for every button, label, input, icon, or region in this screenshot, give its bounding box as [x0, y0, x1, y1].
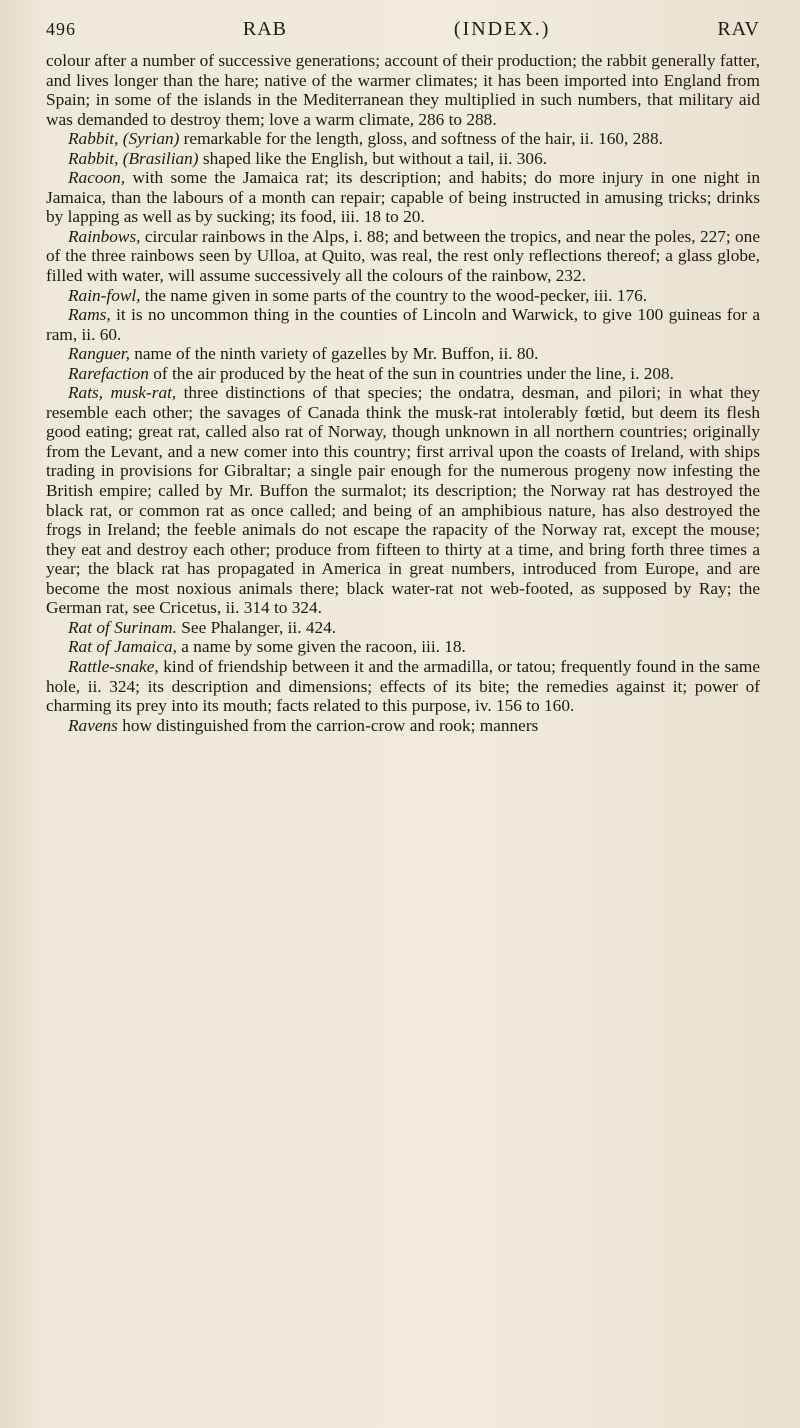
entry-text: remarkable for the length, gloss, and softness of the hair, ii. 160, 288.: [179, 129, 663, 149]
entry-text: it is no uncommon thing in the counties of Lincoln and Warwick, to give 100 guineas for a ram, ii. 60.: [46, 305, 760, 344]
entry-headword: Rabbit, (Syrian): [68, 129, 180, 149]
entry-headword: Rabbit, (Brasilian): [68, 148, 199, 168]
entry-text: colour after a number of successive generations; account of their production; the rabbit generally fatter, and lives longer than the hare; native of the warmer climates; it has been imported into England from Spain; in some of the islands in the Mediterranean they multiplied in such numbers, that military aid was demanded to destroy them; love a warm climate, 286 to 288.: [46, 51, 760, 129]
entry-text: circular rainbows in the Alps, i. 88; and between the tropics, and near the poles, 227; one of the three rainbows seen by Ulloa, at Quito, was real, the rest only reflections thereof; a glass globe, filled with water, will assume successively all the colours of the rainbow, 232.: [46, 226, 760, 286]
entry-text: of the air produced by the heat of the sun in countries under the line, i. 208.: [148, 363, 674, 383]
index-entry: [46, 344, 760, 364]
page-number: 496: [46, 19, 76, 39]
entry-text: name of the ninth variety of gazelles by Mr. Buffon, ii. 80.: [129, 344, 539, 364]
index-entry: [46, 149, 760, 169]
header-title: (INDEX.): [453, 18, 551, 40]
entry-headword: Rarefaction: [68, 363, 149, 383]
entry-headword: Rain-fowl,: [68, 285, 141, 305]
entry-headword: Rams,: [68, 305, 111, 325]
header-right-word: RAV: [717, 18, 760, 40]
index-entry: [46, 286, 760, 306]
index-text: [46, 51, 760, 735]
entry-text: kind of friendship between it and the armadilla, or tatou; frequently found in the same hole, ii. 324; its description and dimensions; effects of its bite; the remedies against it; power of charming its prey into its mouth; facts related to this purpose, iv. 156 to 160.: [46, 656, 760, 716]
running-header: [46, 18, 760, 41]
index-entry: [46, 716, 760, 736]
entry-text: See Phalanger, ii. 424.: [176, 617, 337, 637]
entry-text: how distinguished from the carrion-crow and rook; manners: [117, 715, 539, 735]
entry-headword: Ravens: [68, 715, 118, 735]
index-entry: [46, 168, 760, 227]
index-entry: [46, 383, 760, 618]
index-entry: [46, 227, 760, 286]
entry-text: shaped like the English, but without a tail, ii. 306.: [198, 148, 548, 168]
entry-headword: Rats, musk-rat,: [68, 383, 177, 403]
entry-headword: Rat of Jamaica,: [68, 637, 177, 657]
index-entry: [46, 657, 760, 716]
entry-text: a name by some given the racoon, iii. 18.: [176, 637, 466, 657]
entry-headword: Ranguer,: [68, 344, 130, 364]
index-entry: [46, 618, 760, 638]
entry-text: the name given in some parts of the country to the wood-pecker, iii. 176.: [140, 285, 648, 305]
index-entry: [46, 364, 760, 384]
entry-text: three distinctions of that species; the ondatra, desman, and pilori; in what they resemble each other; the savages of Canada think the musk-rat intolerably fœtid, but deem its flesh good eating; great rat, called also rat of Norway, though unknown in all northern countries; originally from the Levant, and a new comer into this country; first arrival upon the coasts of Ireland, with ships trading in provisions for Gibraltar; a single pair enough for the numerous progeny now infesting the British empire; called by Mr. Buffon the surmalot; its description; the Norway rat has destroyed the black rat, or common rat as once called; and being of an amphibious nature, has also destroyed the frogs in Ireland; the feeble animals do not escape the rapacity of the Norway rat, except the mouse; they eat and destroy each other; produce from fifteen to thirty at a time, and bring forth three times a year; the black rat has propagated in America in great numbers, introduced from Europe, and are become the most noxious animals there; black water-rat not web-footed, as supposed by Ray; the German rat, see Cricetus, ii. 314 to 324.: [46, 383, 760, 618]
entry-headword: Rat of Surinam.: [68, 617, 177, 637]
entry-headword: Rattle-snake,: [68, 656, 159, 676]
entry-headword: Rainbows,: [68, 226, 141, 246]
index-entry: [46, 129, 760, 149]
index-entry: [46, 637, 760, 657]
index-entry: [46, 305, 760, 344]
entry-text: with some the Jamaica rat; its description; and habits; do more injury in one night in Jamaica, than the labours of a month can repair; capable of being instructed in amusing tricks; drinks by lapping as well as by sucking; its food, iii. 18 to 20.: [46, 168, 760, 227]
header-left-word: RAB: [242, 18, 288, 40]
entry-headword: Racoon,: [68, 168, 126, 188]
index-entry: [46, 51, 760, 129]
